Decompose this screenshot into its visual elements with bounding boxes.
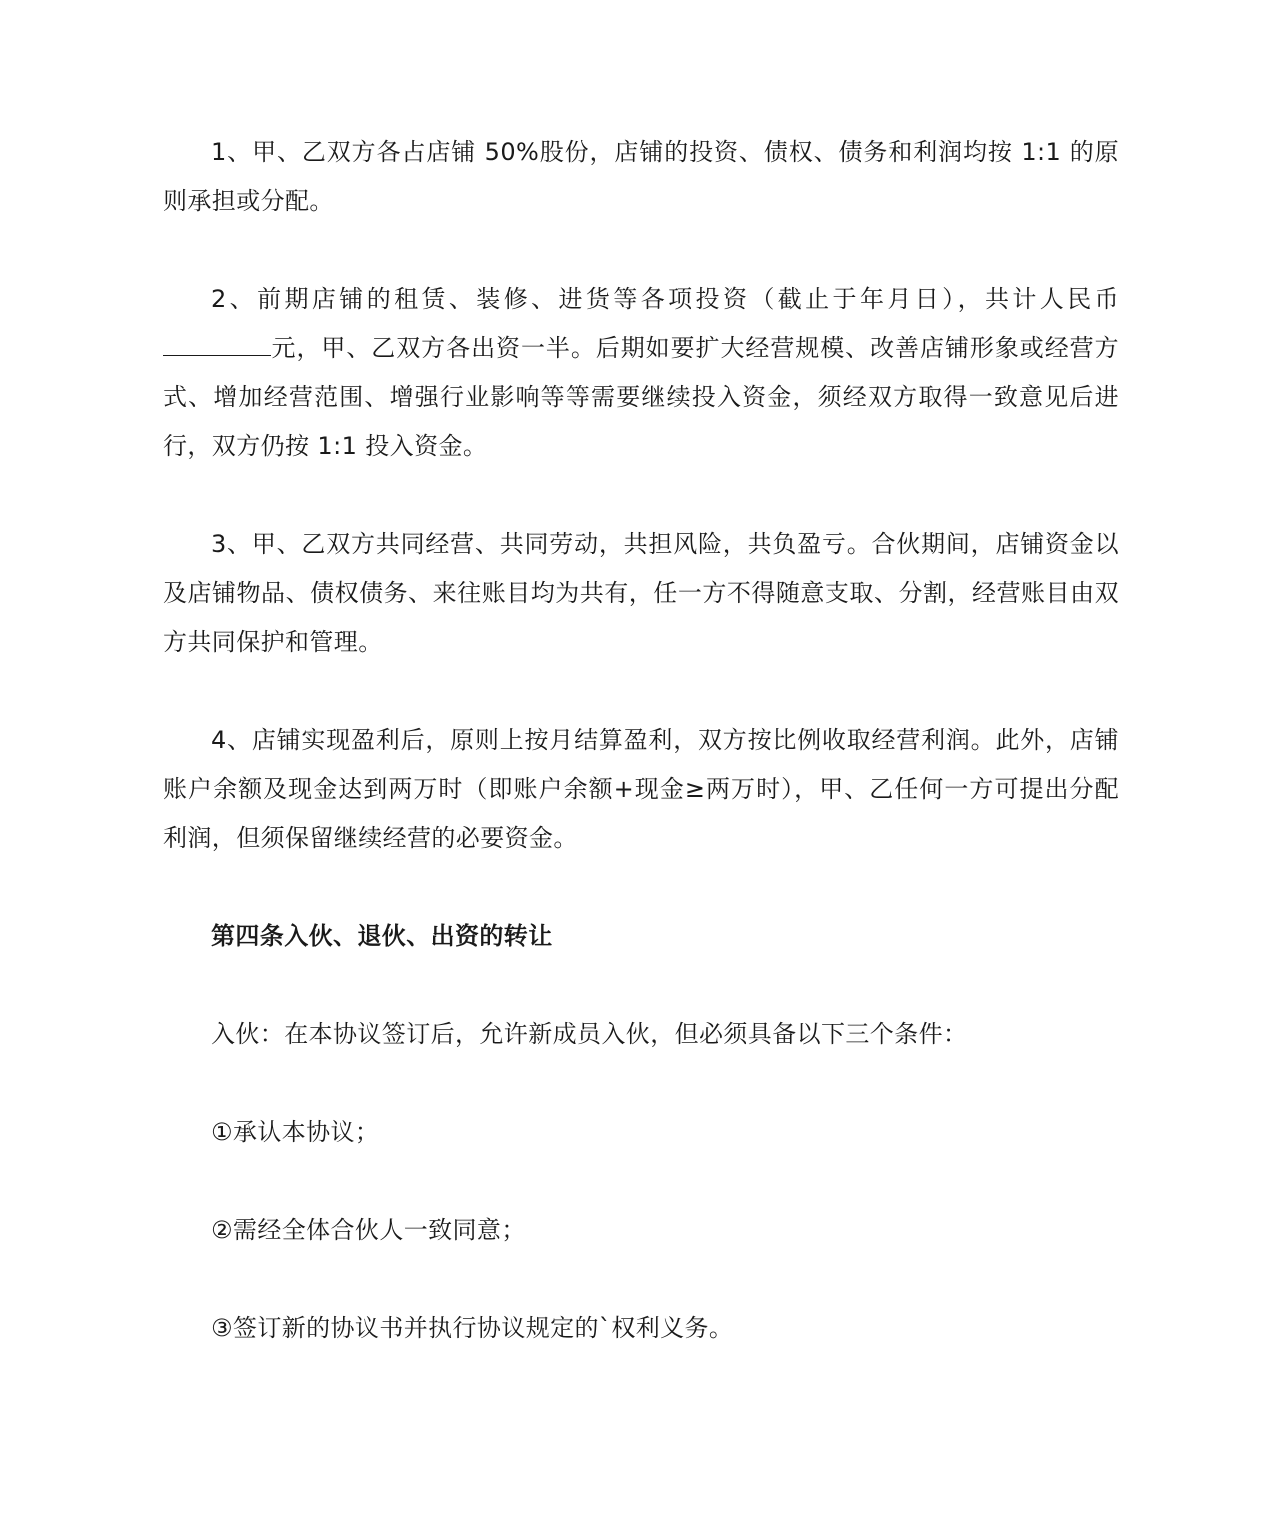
condition-item: ①承认本协议； xyxy=(211,1118,380,1146)
clause-3: 3、甲、乙双方共同经营、共同劳动，共担风险，共负盈亏。合伙期间，店铺资金以及店铺物品、债权债务、来往账目均为共有，任一方不得随意支取、分割，经营账目由双方共同保护和管理。 xyxy=(163,530,1119,656)
clause-2-part-a: 2、前期店铺的租赁、装修、进货等各项投资（截止于年月日），共计人民币 xyxy=(211,285,1119,313)
clause-4: 4、店铺实现盈利后，原则上按月结算盈利，双方按比例收取经营利润。此外，店铺账户余额及现金达到两万时（即账户余额+现金≥两万时），甲、乙任何一方可提出分配利润，但须保留继续经营的必要资金。 xyxy=(163,726,1119,852)
condition-item: ③签订新的协议书并执行协议规定的`权利义务。 xyxy=(211,1314,734,1342)
article-4-heading: 第四条入伙、退伙、出资的转让 xyxy=(211,922,553,950)
document-page xyxy=(163,128,1119,1402)
clause-2 xyxy=(163,275,1119,471)
amount-blank-line xyxy=(163,329,271,356)
clause-2-part-b: 元，甲、乙双方各出资一半。后期如要扩大经营规模、改善店铺形象或经营方式、增加经营范围、增强行业影响等等需要继续投入资金，须经双方取得一致意见后进行，双方仍按 1:1 投入资金。 xyxy=(163,334,1119,460)
clause-1: 1、甲、乙双方各占店铺 50%股份，店铺的投资、债权、债务和利润均按 1:1 的原则承担或分配。 xyxy=(163,138,1119,215)
admission-intro: 入伙：在本协议签订后，允许新成员入伙，但必须具备以下三个条件： xyxy=(211,1020,968,1048)
condition-item: ②需经全体合伙人一致同意； xyxy=(211,1216,526,1244)
